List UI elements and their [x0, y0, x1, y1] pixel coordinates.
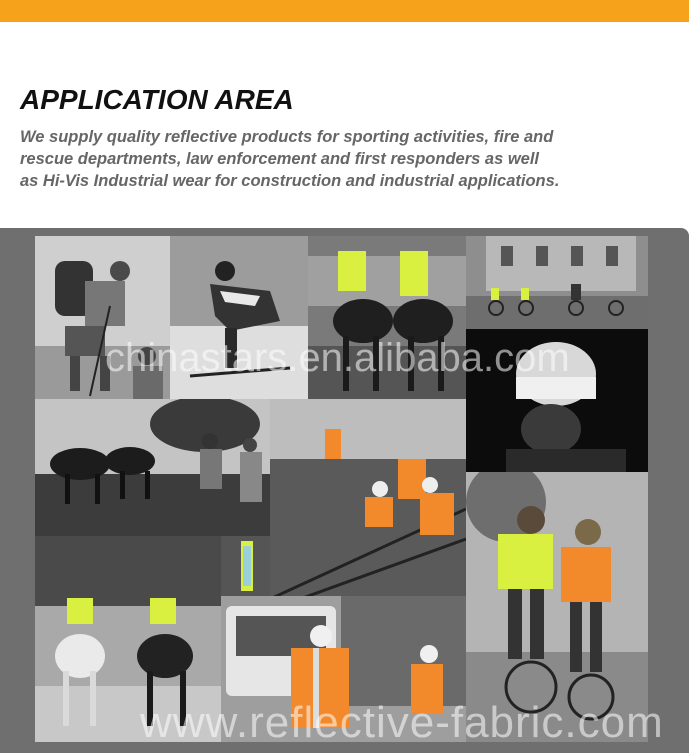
- bottom-watermark: www.reflective-fabric.com: [140, 698, 664, 747]
- polo-match-photo: [35, 399, 270, 536]
- reflective-strip-photo: [221, 536, 270, 596]
- top-accent-bar: [0, 0, 689, 22]
- rail-workers-photo: [270, 399, 466, 599]
- page-description: We supply quality reflective products for sporting activities, fire and rescue departments, law enforcement and first responders as well as Hi-Vis Industrial wear for construction and industrial applications.: [20, 128, 560, 190]
- center-watermark: chinastars.en.alibaba.com: [105, 336, 570, 380]
- cyclists-photo: [466, 236, 648, 329]
- application-collage: [35, 236, 648, 742]
- page-title: APPLICATION AREA: [20, 84, 294, 115]
